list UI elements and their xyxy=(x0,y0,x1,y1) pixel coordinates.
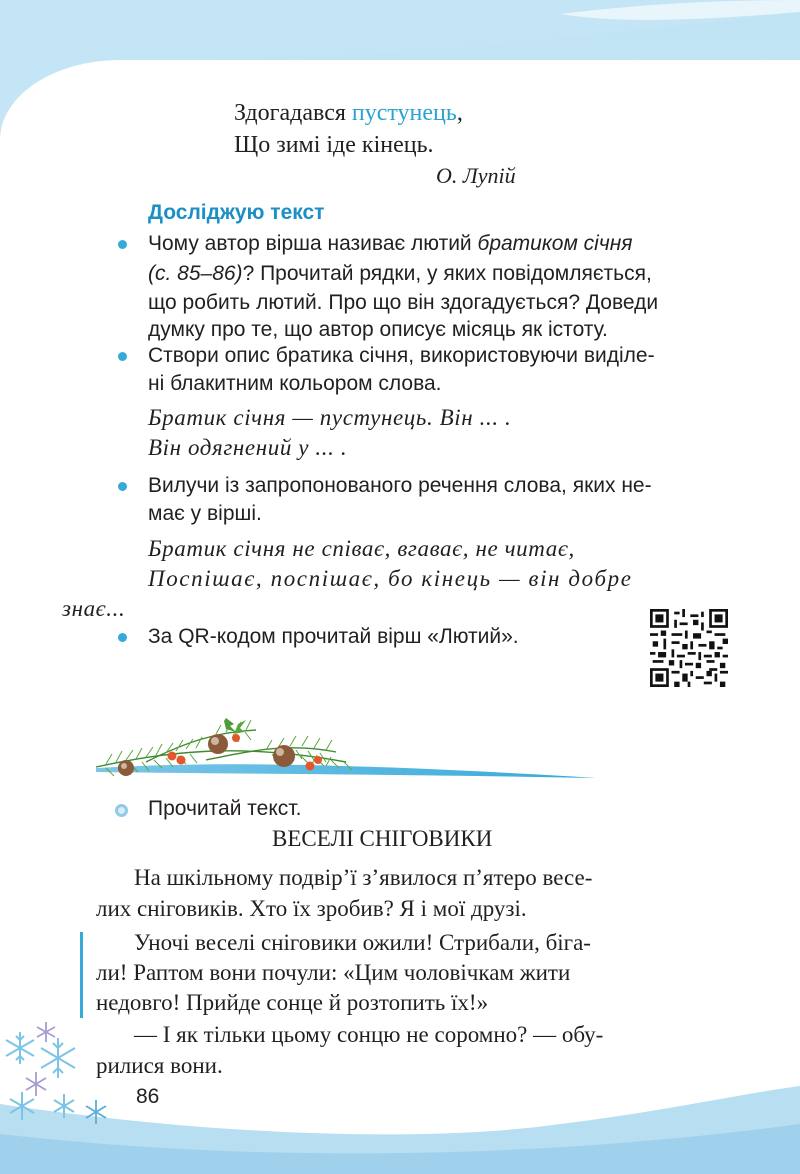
story-title: ВЕСЕЛІ СНІГОВИКИ xyxy=(272,826,493,851)
task-4-line: За QR-кодом прочитай вірш «Лютий». xyxy=(148,625,519,648)
poem-line-1-end: , xyxy=(456,100,463,126)
bullet-icon xyxy=(118,240,127,249)
example-1-line-1: Братик січня — пустунець. Він ... . xyxy=(148,405,512,430)
poem-line-2: Що зимі іде кінець. xyxy=(234,132,434,158)
task-1-italic: братиком січня xyxy=(477,232,633,255)
poem-line-1 xyxy=(234,100,463,127)
bullet-icon xyxy=(118,633,127,642)
task-1-text: Чому автор вірша називає лютий xyxy=(148,232,478,255)
story-p1-line-2: лих сніговиків. Хто їх зробив? Я і мої друзі. xyxy=(96,896,527,921)
task-3-line-1: Вилучи із запропонованого речення слова, яких не- xyxy=(148,474,652,497)
poem-line-1-text: Здогадався xyxy=(234,100,352,126)
task-2-line-1: Створи опис братика січня, використовуючи виділе- xyxy=(148,344,655,367)
task-1-line-2 xyxy=(148,262,652,286)
fir-branch-decoration xyxy=(86,712,596,790)
page-number: 86 xyxy=(136,1085,160,1108)
example-2-line-3: знає... xyxy=(62,596,126,621)
ring-bullet-icon xyxy=(115,804,128,817)
bullet-icon xyxy=(118,482,127,491)
example-2-line-2: Поспішає, поспішає, бо кінець — він добре xyxy=(148,566,633,591)
task-2-line-2: ні блакитним кольором слова. xyxy=(148,372,442,395)
story-p2-line-2: ли! Раптом вони почули: «Цим чоловічкам жити xyxy=(96,960,571,985)
qr-code-icon[interactable] xyxy=(650,608,728,688)
task-3-line-2: має у вірші. xyxy=(148,502,262,525)
section-title: Досліджую текст xyxy=(148,201,325,224)
task-1-line-1 xyxy=(148,232,632,256)
story-p3-line-1: — І як тільки цьому сонцю не соромно? — обу- xyxy=(134,1022,604,1047)
poem-author: О. Лупій xyxy=(436,163,516,188)
task-1-line-3: що робить лютий. Про що він здогадується? Доведи xyxy=(148,291,659,314)
story-p2-line-1: Уночі веселі сніговики ожили! Стрибали, біга- xyxy=(134,930,591,955)
example-2-line-1: Братик січня не співає, вгаває, не читає, xyxy=(148,536,575,561)
highlighted-word: пустунець xyxy=(351,100,457,126)
story-p2-line-3: недовго! Прийде сонце й розтопить їх!» xyxy=(96,990,489,1015)
story-p1-line-1: На шкільному подвір’ї з’явилося п’ятеро весе- xyxy=(134,865,593,890)
task-1-line-4: думку про те, що автор описує місяць як істоту. xyxy=(148,318,608,341)
example-1-line-2: Він одягнений у ... . xyxy=(148,435,348,460)
bullet-icon xyxy=(118,352,127,361)
margin-marker xyxy=(80,932,83,1018)
read-prompt: Прочитай текст. xyxy=(148,797,302,820)
task-1-text-2: ? Прочитай рядки, у яких повідомляється, xyxy=(242,262,652,285)
task-1-page-ref: (с. 85–86) xyxy=(148,262,243,285)
snowflake-decoration xyxy=(0,1020,140,1130)
story-p3-line-2: рилися вони. xyxy=(96,1053,223,1078)
